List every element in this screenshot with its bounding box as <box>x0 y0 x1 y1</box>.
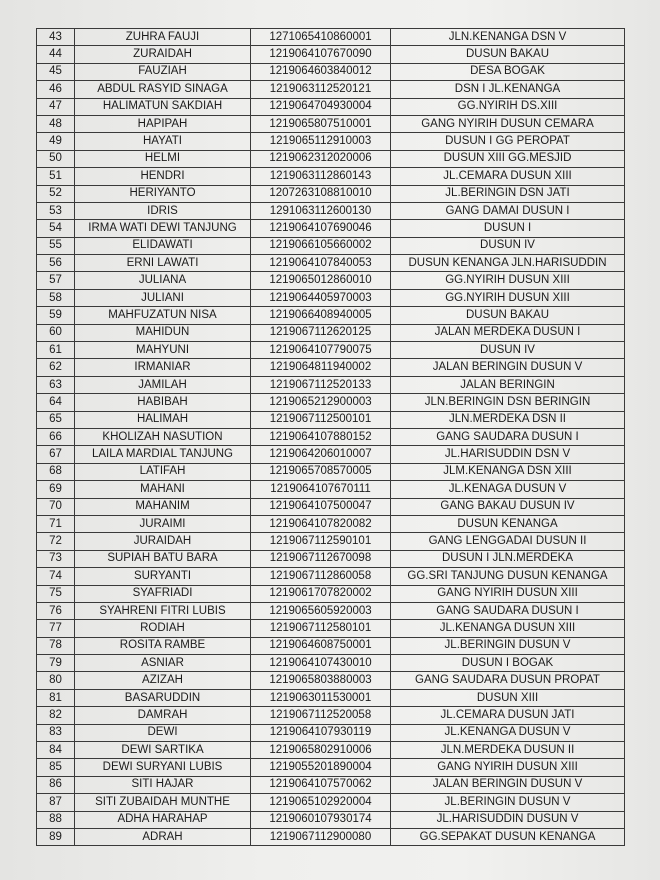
address-cell: JLM.KENANGA DSN XIII <box>391 463 625 480</box>
address-cell: GG.SEPAKAT DUSUN KENANGA <box>391 828 625 845</box>
row-number-cell: 69 <box>37 481 75 498</box>
row-number-cell: 88 <box>37 811 75 828</box>
recipient-table <box>36 28 625 846</box>
person-name-cell: JURAIDAH <box>75 533 251 550</box>
table-row <box>37 481 625 498</box>
row-number-cell: 56 <box>37 255 75 272</box>
id-number-cell: 1219064811940002 <box>251 359 391 376</box>
id-number-cell: 1219064107570062 <box>251 776 391 793</box>
row-number-cell: 46 <box>37 81 75 98</box>
id-number-cell: 1219064107430010 <box>251 655 391 672</box>
person-name-cell: DEWI SARTIKA <box>75 742 251 759</box>
address-cell: DUSUN I JLN.MERDEKA <box>391 550 625 567</box>
person-name-cell: SURYANTI <box>75 568 251 585</box>
row-number-cell: 68 <box>37 463 75 480</box>
id-number-cell: 1219060107930174 <box>251 811 391 828</box>
person-name-cell: SUPIAH BATU BARA <box>75 550 251 567</box>
address-cell: GANG SAUDARA DUSUN I <box>391 428 625 445</box>
table-row <box>37 46 625 63</box>
id-number-cell: 1219063011530001 <box>251 689 391 706</box>
id-number-cell: 1219063112860143 <box>251 168 391 185</box>
person-name-cell: ERNI LAWATI <box>75 255 251 272</box>
person-name-cell: SYAFRIADI <box>75 585 251 602</box>
person-name-cell: IDRIS <box>75 202 251 219</box>
table-row <box>37 237 625 254</box>
row-number-cell: 67 <box>37 446 75 463</box>
row-number-cell: 65 <box>37 411 75 428</box>
row-number-cell: 82 <box>37 707 75 724</box>
person-name-cell: AZIZAH <box>75 672 251 689</box>
table-row <box>37 446 625 463</box>
row-number-cell: 64 <box>37 394 75 411</box>
row-number-cell: 77 <box>37 620 75 637</box>
table-row <box>37 411 625 428</box>
id-number-cell: 1219065012860010 <box>251 272 391 289</box>
address-cell: GANG SAUDARA DUSUN PROPAT <box>391 672 625 689</box>
id-number-cell: 1219064107670111 <box>251 481 391 498</box>
address-cell: GANG DAMAI DUSUN I <box>391 202 625 219</box>
id-number-cell: 1219062312020006 <box>251 150 391 167</box>
address-cell: JALAN BERINGIN <box>391 376 625 393</box>
row-number-cell: 70 <box>37 498 75 515</box>
row-number-cell: 89 <box>37 828 75 845</box>
person-name-cell: MAHANIM <box>75 498 251 515</box>
table-row <box>37 533 625 550</box>
table-row <box>37 376 625 393</box>
row-number-cell: 85 <box>37 759 75 776</box>
table-row <box>37 307 625 324</box>
row-number-cell: 58 <box>37 289 75 306</box>
row-number-cell: 57 <box>37 272 75 289</box>
table-row <box>37 133 625 150</box>
person-name-cell: ADHA HARAHAP <box>75 811 251 828</box>
row-number-cell: 63 <box>37 376 75 393</box>
row-number-cell: 75 <box>37 585 75 602</box>
table-row <box>37 342 625 359</box>
table-row <box>37 515 625 532</box>
row-number-cell: 74 <box>37 568 75 585</box>
table-row <box>37 620 625 637</box>
person-name-cell: SITI ZUBAIDAH MUNTHE <box>75 794 251 811</box>
address-cell: JALAN BERINGIN DUSUN V <box>391 776 625 793</box>
table-row <box>37 168 625 185</box>
table-row <box>37 29 625 46</box>
person-name-cell: HERIYANTO <box>75 185 251 202</box>
address-cell: JL.KENAGA DUSUN V <box>391 481 625 498</box>
table-row <box>37 585 625 602</box>
person-name-cell: DAMRAH <box>75 707 251 724</box>
person-name-cell: MAHYUNI <box>75 342 251 359</box>
address-cell: JLN.MERDEKA DSN II <box>391 411 625 428</box>
table-row <box>37 81 625 98</box>
row-number-cell: 78 <box>37 637 75 654</box>
id-number-cell: 1219064107790075 <box>251 342 391 359</box>
row-number-cell: 61 <box>37 342 75 359</box>
table-row <box>37 428 625 445</box>
table-row <box>37 550 625 567</box>
id-number-cell: 1219067112900080 <box>251 828 391 845</box>
table-row <box>37 602 625 619</box>
row-number-cell: 50 <box>37 150 75 167</box>
address-cell: DUSUN BAKAU <box>391 46 625 63</box>
person-name-cell: FAUZIAH <box>75 63 251 80</box>
table-row <box>37 359 625 376</box>
person-name-cell: ELIDAWATI <box>75 237 251 254</box>
table-row <box>37 202 625 219</box>
person-name-cell: MAHFUZATUN NISA <box>75 307 251 324</box>
person-name-cell: JURAIMI <box>75 515 251 532</box>
address-cell: DUSUN IV <box>391 342 625 359</box>
table-row <box>37 672 625 689</box>
row-number-cell: 45 <box>37 63 75 80</box>
id-number-cell: 1219067112620125 <box>251 324 391 341</box>
address-cell: DUSUN I GG PEROPAT <box>391 133 625 150</box>
person-name-cell: HELMI <box>75 150 251 167</box>
address-cell: GANG BAKAU DUSUN IV <box>391 498 625 515</box>
id-number-cell: 1219065802910006 <box>251 742 391 759</box>
table-row <box>37 742 625 759</box>
address-cell: DUSUN I BOGAK <box>391 655 625 672</box>
row-number-cell: 71 <box>37 515 75 532</box>
table-row <box>37 707 625 724</box>
row-number-cell: 53 <box>37 202 75 219</box>
row-number-cell: 76 <box>37 602 75 619</box>
person-name-cell: HALIMAH <box>75 411 251 428</box>
id-number-cell: 1219065708570005 <box>251 463 391 480</box>
address-cell: DUSUN I <box>391 220 625 237</box>
id-number-cell: 1219067112860058 <box>251 568 391 585</box>
person-name-cell: DEWI <box>75 724 251 741</box>
row-number-cell: 80 <box>37 672 75 689</box>
id-number-cell: 1219065807510001 <box>251 115 391 132</box>
table-row <box>37 498 625 515</box>
table-row <box>37 811 625 828</box>
row-number-cell: 51 <box>37 168 75 185</box>
table-row <box>37 150 625 167</box>
table-row <box>37 759 625 776</box>
id-number-cell: 1219064704930004 <box>251 98 391 115</box>
person-name-cell: JULIANA <box>75 272 251 289</box>
address-cell: DUSUN XIII GG.MESJID <box>391 150 625 167</box>
address-cell: JL.BERINGIN DUSUN V <box>391 794 625 811</box>
row-number-cell: 84 <box>37 742 75 759</box>
row-number-cell: 72 <box>37 533 75 550</box>
address-cell: JL.KENANGA DUSUN V <box>391 724 625 741</box>
address-cell: DSN I JL.KENANGA <box>391 81 625 98</box>
id-number-cell: 1219064107820082 <box>251 515 391 532</box>
table-row <box>37 776 625 793</box>
row-number-cell: 73 <box>37 550 75 567</box>
row-number-cell: 83 <box>37 724 75 741</box>
address-cell: JL.CEMARA DUSUN XIII <box>391 168 625 185</box>
person-name-cell: LAILA MARDIAL TANJUNG <box>75 446 251 463</box>
address-cell: DESA BOGAK <box>391 63 625 80</box>
id-number-cell: 1291063112600130 <box>251 202 391 219</box>
person-name-cell: ZURAIDAH <box>75 46 251 63</box>
person-name-cell: MAHANI <box>75 481 251 498</box>
id-number-cell: 1219064206010007 <box>251 446 391 463</box>
row-number-cell: 62 <box>37 359 75 376</box>
id-number-cell: 1219064603840012 <box>251 63 391 80</box>
person-name-cell: KHOLIZAH NASUTION <box>75 428 251 445</box>
table-row <box>37 724 625 741</box>
person-name-cell: RODIAH <box>75 620 251 637</box>
table-row <box>37 394 625 411</box>
table-row <box>37 637 625 654</box>
address-cell: JL.CEMARA DUSUN JATI <box>391 707 625 724</box>
id-number-cell: 1219061707820002 <box>251 585 391 602</box>
table-row <box>37 98 625 115</box>
address-cell: GANG NYIRIH DUSUN XIII <box>391 759 625 776</box>
person-name-cell: BASARUDDIN <box>75 689 251 706</box>
row-number-cell: 81 <box>37 689 75 706</box>
person-name-cell: ZUHRA FAUJI <box>75 29 251 46</box>
person-name-cell: JULIANI <box>75 289 251 306</box>
id-number-cell: 1219067112520133 <box>251 376 391 393</box>
address-cell: JLN.BERINGIN DSN BERINGIN <box>391 394 625 411</box>
person-name-cell: IRMANIAR <box>75 359 251 376</box>
table-body <box>37 29 625 846</box>
table-row <box>37 828 625 845</box>
id-number-cell: 1271065410860001 <box>251 29 391 46</box>
id-number-cell: 1219064107670090 <box>251 46 391 63</box>
person-name-cell: HABIBAH <box>75 394 251 411</box>
id-number-cell: 1219065102920004 <box>251 794 391 811</box>
person-name-cell: ROSITA RAMBE <box>75 637 251 654</box>
id-number-cell: 1219064107880152 <box>251 428 391 445</box>
table-row <box>37 568 625 585</box>
address-cell: GANG SAUDARA DUSUN I <box>391 602 625 619</box>
table-row <box>37 289 625 306</box>
person-name-cell: SYAHRENI FITRI LUBIS <box>75 602 251 619</box>
row-number-cell: 59 <box>37 307 75 324</box>
address-cell: JL.HARISUDDIN DUSUN V <box>391 811 625 828</box>
person-name-cell: HAPIPAH <box>75 115 251 132</box>
address-cell: GG.NYIRIH DUSUN XIII <box>391 289 625 306</box>
id-number-cell: 1219065803880003 <box>251 672 391 689</box>
person-name-cell: JAMILAH <box>75 376 251 393</box>
id-number-cell: 1219067112590101 <box>251 533 391 550</box>
id-number-cell: 1219064608750001 <box>251 637 391 654</box>
table-row <box>37 220 625 237</box>
row-number-cell: 44 <box>37 46 75 63</box>
address-cell: GG.NYIRIH DUSUN XIII <box>391 272 625 289</box>
id-number-cell: 1219064405970003 <box>251 289 391 306</box>
id-number-cell: 1219067112520058 <box>251 707 391 724</box>
address-cell: GG.NYIRIH DS.XIII <box>391 98 625 115</box>
address-cell: DUSUN KENANGA JLN.HARISUDDIN <box>391 255 625 272</box>
id-number-cell: 1219064107840053 <box>251 255 391 272</box>
address-cell: JLN.MERDEKA DUSUN II <box>391 742 625 759</box>
table-row <box>37 255 625 272</box>
table-row <box>37 689 625 706</box>
row-number-cell: 66 <box>37 428 75 445</box>
id-number-cell: 1219064107690046 <box>251 220 391 237</box>
person-name-cell: ABDUL RASYID SINAGA <box>75 81 251 98</box>
table-row <box>37 115 625 132</box>
address-cell: DUSUN BAKAU <box>391 307 625 324</box>
address-cell: JL.BERINGIN DUSUN V <box>391 637 625 654</box>
id-number-cell: 1219065212900003 <box>251 394 391 411</box>
row-number-cell: 86 <box>37 776 75 793</box>
table-row <box>37 272 625 289</box>
address-cell: GANG NYIRIH DUSUN XIII <box>391 585 625 602</box>
table-row <box>37 324 625 341</box>
person-name-cell: LATIFAH <box>75 463 251 480</box>
address-cell: JL.HARISUDDIN DSN V <box>391 446 625 463</box>
address-cell: GANG NYIRIH DUSUN CEMARA <box>391 115 625 132</box>
row-number-cell: 87 <box>37 794 75 811</box>
address-cell: JL.BERINGIN DSN JATI <box>391 185 625 202</box>
id-number-cell: 1219066408940005 <box>251 307 391 324</box>
row-number-cell: 60 <box>37 324 75 341</box>
person-name-cell: IRMA WATI DEWI TANJUNG <box>75 220 251 237</box>
address-cell: JALAN BERINGIN DUSUN V <box>391 359 625 376</box>
id-number-cell: 1219067112500101 <box>251 411 391 428</box>
table-row <box>37 794 625 811</box>
row-number-cell: 79 <box>37 655 75 672</box>
address-cell: JALAN MERDEKA DUSUN I <box>391 324 625 341</box>
id-number-cell: 1219065605920003 <box>251 602 391 619</box>
person-name-cell: HENDRI <box>75 168 251 185</box>
person-name-cell: ASNIAR <box>75 655 251 672</box>
id-number-cell: 1219064107500047 <box>251 498 391 515</box>
id-number-cell: 1219067112670098 <box>251 550 391 567</box>
table-row <box>37 655 625 672</box>
id-number-cell: 1219064107930119 <box>251 724 391 741</box>
address-cell: GG.SRI TANJUNG DUSUN KENANGA <box>391 568 625 585</box>
address-cell: DUSUN XIII <box>391 689 625 706</box>
address-cell: DUSUN IV <box>391 237 625 254</box>
id-number-cell: 1219055201890004 <box>251 759 391 776</box>
id-number-cell: 1219066105660002 <box>251 237 391 254</box>
address-cell: DUSUN KENANGA <box>391 515 625 532</box>
row-number-cell: 47 <box>37 98 75 115</box>
person-name-cell: HAYATI <box>75 133 251 150</box>
person-name-cell: ADRAH <box>75 828 251 845</box>
row-number-cell: 54 <box>37 220 75 237</box>
id-number-cell: 1219065112910003 <box>251 133 391 150</box>
row-number-cell: 49 <box>37 133 75 150</box>
address-cell: JL.KENANGA DUSUN XIII <box>391 620 625 637</box>
person-name-cell: MAHIDUN <box>75 324 251 341</box>
row-number-cell: 43 <box>37 29 75 46</box>
address-cell: GANG LENGGADAI DUSUN II <box>391 533 625 550</box>
row-number-cell: 55 <box>37 237 75 254</box>
table-row <box>37 63 625 80</box>
table-row <box>37 185 625 202</box>
id-number-cell: 1207263108810010 <box>251 185 391 202</box>
row-number-cell: 52 <box>37 185 75 202</box>
person-name-cell: SITI HAJAR <box>75 776 251 793</box>
address-cell: JLN.KENANGA DSN V <box>391 29 625 46</box>
id-number-cell: 1219067112580101 <box>251 620 391 637</box>
table-row <box>37 463 625 480</box>
id-number-cell: 1219063112520121 <box>251 81 391 98</box>
person-name-cell: HALIMATUN SAKDIAH <box>75 98 251 115</box>
row-number-cell: 48 <box>37 115 75 132</box>
person-name-cell: DEWI SURYANI LUBIS <box>75 759 251 776</box>
